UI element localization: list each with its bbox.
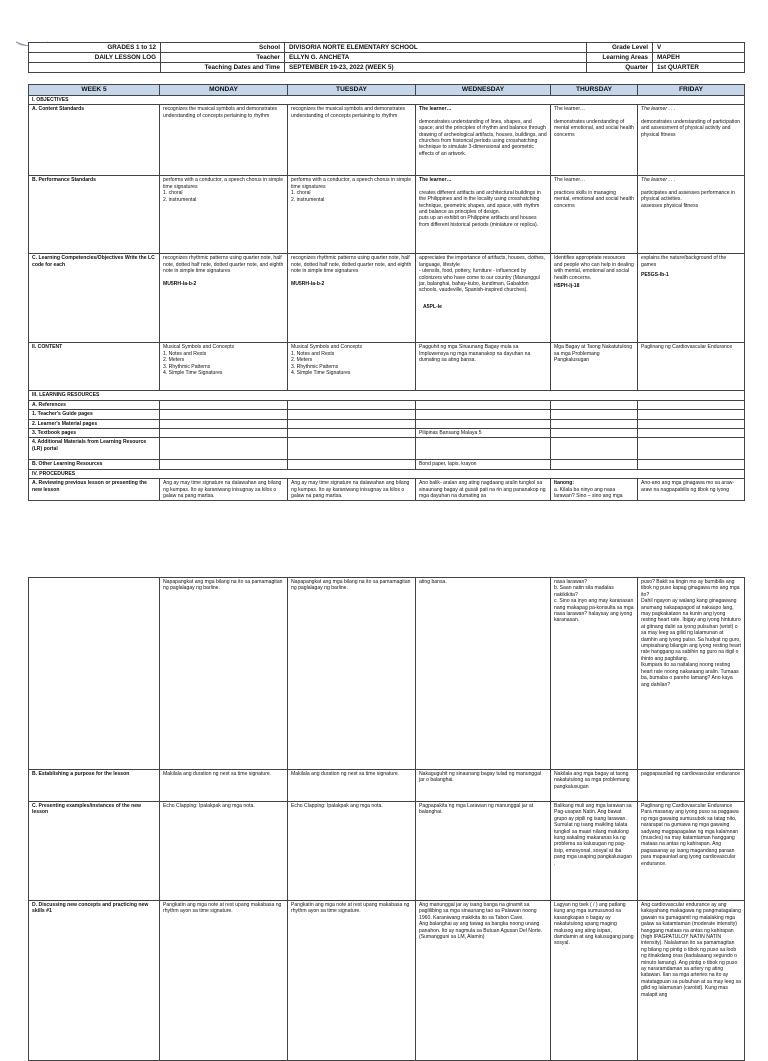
content-mon: Musical Symbols and Concepts 1. Notes and Rests 2. Meters 3. Rhythmic Patterns 4. Simple Time Signatures xyxy=(160,343,288,391)
performance-standards-thu: The learner… practices skills in managing mental, emotional and social health concerns xyxy=(551,176,638,254)
content-tue: Musical Symbols and Concepts 1. Notes and Rests 2. Meters 3. Rhythmic Patterns 4. Simple Time Signatures xyxy=(288,343,416,391)
review-cont-mon: Napapangkat ang mga bilang na ito sa pamamagitan ng paglalagay ng barline. xyxy=(160,578,288,770)
lesson-table-page-1 xyxy=(28,84,745,501)
other-resources-label: B. Other Learning Resources xyxy=(29,460,160,469)
procedures-section: IV. PROCEDURES xyxy=(29,469,745,478)
additional-materials-label: 4. Additional Materials from Learning Resource (LR) portal xyxy=(29,438,160,460)
learning-areas-label: Learning Areas xyxy=(587,53,653,63)
purpose-mon: Makilala ang duration ng nest sa time signature. xyxy=(160,770,288,802)
learning-resources-section: III. LEARNING RESOURCES xyxy=(29,391,745,400)
examples-thu: Balikang muli ang mga larawan sa Pag-usapan Natin. Ang bawat grupo ay pipili ng isang larawan. Sumulat ng isang maikling talata tungkol sa maari nilang matulong kung sakaling makaranas ka ng problema sa kalusugan ng pag-iisip, emosyonal, sosyal at iba pang mga usaping pangkalusugan . xyxy=(551,802,638,901)
school-label: School xyxy=(161,43,285,53)
purpose-tue: Makilala ang duration ng nest sa time signature. xyxy=(288,770,416,802)
performance-standards-fri: The learner . . . participates and assesses performance in physical activities. assesses physical fitness xyxy=(638,176,745,254)
teaching-dates-value: SEPTEMBER 19-23, 2022 (WEEK 5) xyxy=(285,63,587,73)
purpose-fri: pagpapaunlad ng cardiovascular endurance xyxy=(638,770,745,802)
examples-fri: Paglinang ng Cardiovascular Endurance Para masanay ang iyong puso sa paggawa ng mga gawaing sumusubok sa tatag nito, nararapat na gumawa ng mga gawaing sadyang magpapagalaw ng mga kalamnan (muscles) na may katamtaman hanggang mataas na antas ng kahirapan. Ang pagsasanay ay isang magandang paraan para mapaunlad ang iyong cardiovascular endurance. xyxy=(638,802,745,901)
examples-wed: Pagpapakita ng mga Larawan ng manunggal jar at balanghai. xyxy=(416,802,551,901)
lesson-table-page-2 xyxy=(28,577,745,1061)
discussing-thu: Lagyan ng tsek ( / ) ang patlang kung ang mga sumusunod na kasangkapan o bagay ay nakatutulong upang maging malusog ang ating isipan, damdamin at ang kalusugang pang sosyal. xyxy=(551,901,638,1061)
other-resources-wed: Bond paper, lapis, krayon xyxy=(416,460,551,469)
review-label: A. Reviewing previous lesson or presenting the new lesson xyxy=(29,479,160,501)
week-header: WEEK 5 xyxy=(29,85,160,96)
review-cont-thu: nasa larawan? b. Saan natin sila madalas nakikikita? c. Sino sa inyo ang may karanasan nang makapag pa-konsulta sa mga nasa larawan? halaysay ang iyong karanasan. xyxy=(551,578,638,770)
content-standards-wed: The learner… demonstrates understanding of lines, shapes, and space; and the principles of rhythm and balance through drawing of archeological artifacts, houses, buildings, and churches from historical periods using crosshatching technique to simulate 3-dimensional and geometric effects of an artwork. xyxy=(416,105,551,176)
textbook-pages-label: 3. Textbook pages xyxy=(29,429,160,438)
examples-label: C. Presenting examples/instances of the new lesson xyxy=(29,802,160,901)
learners-material-label: 2. Learner's Material pages xyxy=(29,419,160,428)
discussing-mon: Pangkatin ang mga note at rest upang makabasa ng rhythm ayon sa time signature. xyxy=(160,901,288,1061)
purpose-wed: Nakaguguhit ng sinaunang bagay tulad ng manunggal jar o balanghai. xyxy=(416,770,551,802)
examples-mon: Echo Clapping: Ipalakpak ang mga nota. xyxy=(160,802,288,901)
purpose-label: B. Establishing a purpose for the lesson xyxy=(29,770,160,802)
content-standards-tue: recognizes the musical symbols and demonstrates understanding of concepts pertaining to rhythm xyxy=(288,105,416,176)
monday-header: MONDAY xyxy=(160,85,288,96)
teacher-value: ELLYN G. ANCHETA xyxy=(285,53,587,63)
teacher-label: Teacher xyxy=(161,53,285,63)
content-wed: Pagguhit ng mga Sinaunang Bagay mula sa Impluwensya ng mga mananakop na dayuhan na dumating sa ating bansa. xyxy=(416,343,551,391)
tuesday-header: TUESDAY xyxy=(288,85,416,96)
page-1 xyxy=(28,42,744,501)
discussing-wed: Ang manunggal jar ay isang banga na ginamit sa paglilibing sa mga sinaunang tao sa Palawan noong 1960. Karaniwang makikita ito sa Tabon Cave. Ang balanghai ay ang tawag sa bangka noong unang panahon. Ito ay nagmula sa Butuan Agusan Del Norte. (Sumangguni sa LM, Alamin) xyxy=(416,901,551,1061)
review-cont-fri: puso? Bakit sa tingin mo ay bumibilis ang tibok ng puso kapag ginagawa mo ang mga ito? Dahil ngayon ay walang kang ginagawang anumang nakapapagod at nakaupo lang, may pagkakataon na kunin ang iyong resting heart rate. Ibigay ang iyong hintuturo at gitnang daliri sa iyong pulsuhan (wrist) o sa may leeg sa gilid ng lalamunan at damhin ang iyong pulso. Sa hudyat ng guro, umpisahang bilangin ang iyong resting heart rate hanggang sa sabihin ng guro na itigil o ihinto ang pagbilang. Ikumpara ito sa naitalang noong resting heart rate noong nakaraang aralin. Tumaas ba, bumaba o pareho lamang? Ano kaya ang dahilan? xyxy=(638,578,745,770)
content-standards-thu: The learner… demonstrates understanding of mental emotional, and social health concerns xyxy=(551,105,638,176)
competencies-wed: appreciates the importance of artifacts, houses, clothes, language, lifestyle - utensils, food, pottery, furniture - influenced by colonizers who have come to our country (Manunggul jar, balanghai, bahay-kubo, kundiman, Gabaldon schools, vaudeville, Spanish-inspired churches). A5PL-Ie xyxy=(416,254,551,343)
page-2 xyxy=(28,577,744,1061)
content-thu: Mga Bagay at Taong Nakatutulong sa mga Problemang Pangkalusugan xyxy=(551,343,638,391)
performance-standards-mon: performs with a conductor, a speech chorus in simple time signatures 1. choral 2. instrumental xyxy=(160,176,288,254)
daily-lesson-log-label: DAILY LESSON LOG xyxy=(29,53,161,63)
review-cont-tue: Napapangkat ang mga bilang na ito sa pamamagitan ng paglalagay ng barline. xyxy=(288,578,416,770)
school-value: DIVISORIA NORTE ELEMENTARY SCHOOL xyxy=(285,43,587,53)
review-mon: Ang ay may time signature na dalawahan ang bilang ng kumpas. Ito ay karaniwang inisugnay sa kilos o galaw na pang martsa. xyxy=(160,479,288,501)
discussing-fri: Ang cardiovascular endurance ay ang kakayahang makagawa ng pangmatagalang gawain na gumagamit ng malalaking mga galaw sa katamtaman (moderate intensity) hanggang mataas na antas ng kahirapan (high IPAGPATULOY NATIN NATIN intensity). Nalalaman ito sa pamamagitan ng bilang ng pintig o tibok ng puso sa loob ng itinakdang oras (kadalasang segundo o minuto lamang). Ang pintig o tibok ng puso ay nararamdaman sa artery ng ating katawan. Ilan sa mga arteries na ito ay matatagpuan sa pulsuhan at sa may leeg sa gilid ng lalamunan (carotid). Kung mas malapit ang xyxy=(638,901,745,1061)
content-standards-fri: The learner . . . demonstrates understanding of participation and assessment of physical activity and physical fitness xyxy=(638,105,745,176)
competencies-tue: recognizes rhythmic patterns using quarter note, half note, dotted half note, dotted quarter note, and eighth note in simple time signatures MU5RH-Ia-b-2 xyxy=(288,254,416,343)
grades-label: GRADES 1 to 12 xyxy=(29,43,161,53)
performance-standards-wed: The learner… creates different artifacts and architectural buildings in the Philippines and in the locality using crosshatching technique, geometric shapes, and space, with rhythm and balance as principles of design. puts up an exhibit on Philippine artifacts and houses from different historical periods (miniature or replica). xyxy=(416,176,551,254)
competencies-fri: explains the nature/background of the games PE5GS-Ib-1 xyxy=(638,254,745,343)
textbook-pages-wed: Pilipinas Bansang Malaya 5 xyxy=(416,429,551,438)
performance-standards-tue: performs with a conductor, a speech chorus in simple time signatures 1. choral 2. instrumental xyxy=(288,176,416,254)
competencies-mon: recognizes rhythmic patterns using quarter note, half note, dotted half note, dotted quarter note, and eighth note in simple time signatures MU5RH-Ia-b-2 xyxy=(160,254,288,343)
grade-level-label: Grade Level xyxy=(587,43,653,53)
references-label: A. References xyxy=(29,400,160,409)
teaching-dates-label: Teaching Dates and Time xyxy=(161,63,285,73)
content-standards-label: A. Content Standards xyxy=(29,105,160,176)
friday-header: FRIDAY xyxy=(638,85,745,96)
thursday-header: THURSDAY xyxy=(551,85,638,96)
wednesday-header: WEDNESDAY xyxy=(416,85,551,96)
learning-areas-value: MAPEH xyxy=(653,53,745,63)
review-thu: Itanong: a. Kilala ba ninyo ang nasa larawan? Sino – sino ang mga xyxy=(551,479,638,501)
teachers-guide-label: 1. Teacher's Guide pages xyxy=(29,410,160,419)
discussing-label: D. Discussing new concepts and practicing new skills #1 xyxy=(29,901,160,1061)
competencies-thu: Identifies appropriate resources and people who can help in dealing with mental, emotional and social health concerns. H5PH-Ij-18 xyxy=(551,254,638,343)
review-tue: Ang ay may time signature na dalawahan ang bilang ng kumpas. Ito ay karaniwang inisugnay sa kilos o galaw na pang martsa. xyxy=(288,479,416,501)
review-wed: Ano balik- aralan ang ating nagdaang aralin tungkol sa sinaunang bagay at gusali pati na rin ang pananakop ng mga dayuhan na dumating sa xyxy=(416,479,551,501)
quarter-value: 1st QUARTER xyxy=(653,63,745,73)
discussing-tue: Pangkatin ang mga note at rest upang makabasa ng rhythm ayon sa time signature. xyxy=(288,901,416,1061)
review-fri: Ano-ano ang mga ginagawa mo sa araw-araw na nagpapabilis ng tibok ng iyong xyxy=(638,479,745,501)
content-label: II. CONTENT xyxy=(29,343,160,391)
content-standards-mon: recognizes the musical symbols and demonstrates understanding of concepts pertaining to rhythm xyxy=(160,105,288,176)
review-cont-wed: ating bansa. xyxy=(416,578,551,770)
competencies-label: C. Learning Competencies/Objectives Write the LC code for each xyxy=(29,254,160,343)
performance-standards-label: B. Performance Standards xyxy=(29,176,160,254)
quarter-label: Quarter xyxy=(587,63,653,73)
content-fri: Paglinang ng Cardiovascular Endurance xyxy=(638,343,745,391)
header-table xyxy=(28,42,745,73)
grade-level-value: V xyxy=(653,43,745,53)
examples-tue: Echo Clapping: Ipalakpak ang mga nota. xyxy=(288,802,416,901)
objectives-section: I. OBJECTIVES xyxy=(29,96,745,105)
purpose-thu: Nakilala ang mga bagay at taong nakatutulong sa mga problemang pangkalusugan xyxy=(551,770,638,802)
